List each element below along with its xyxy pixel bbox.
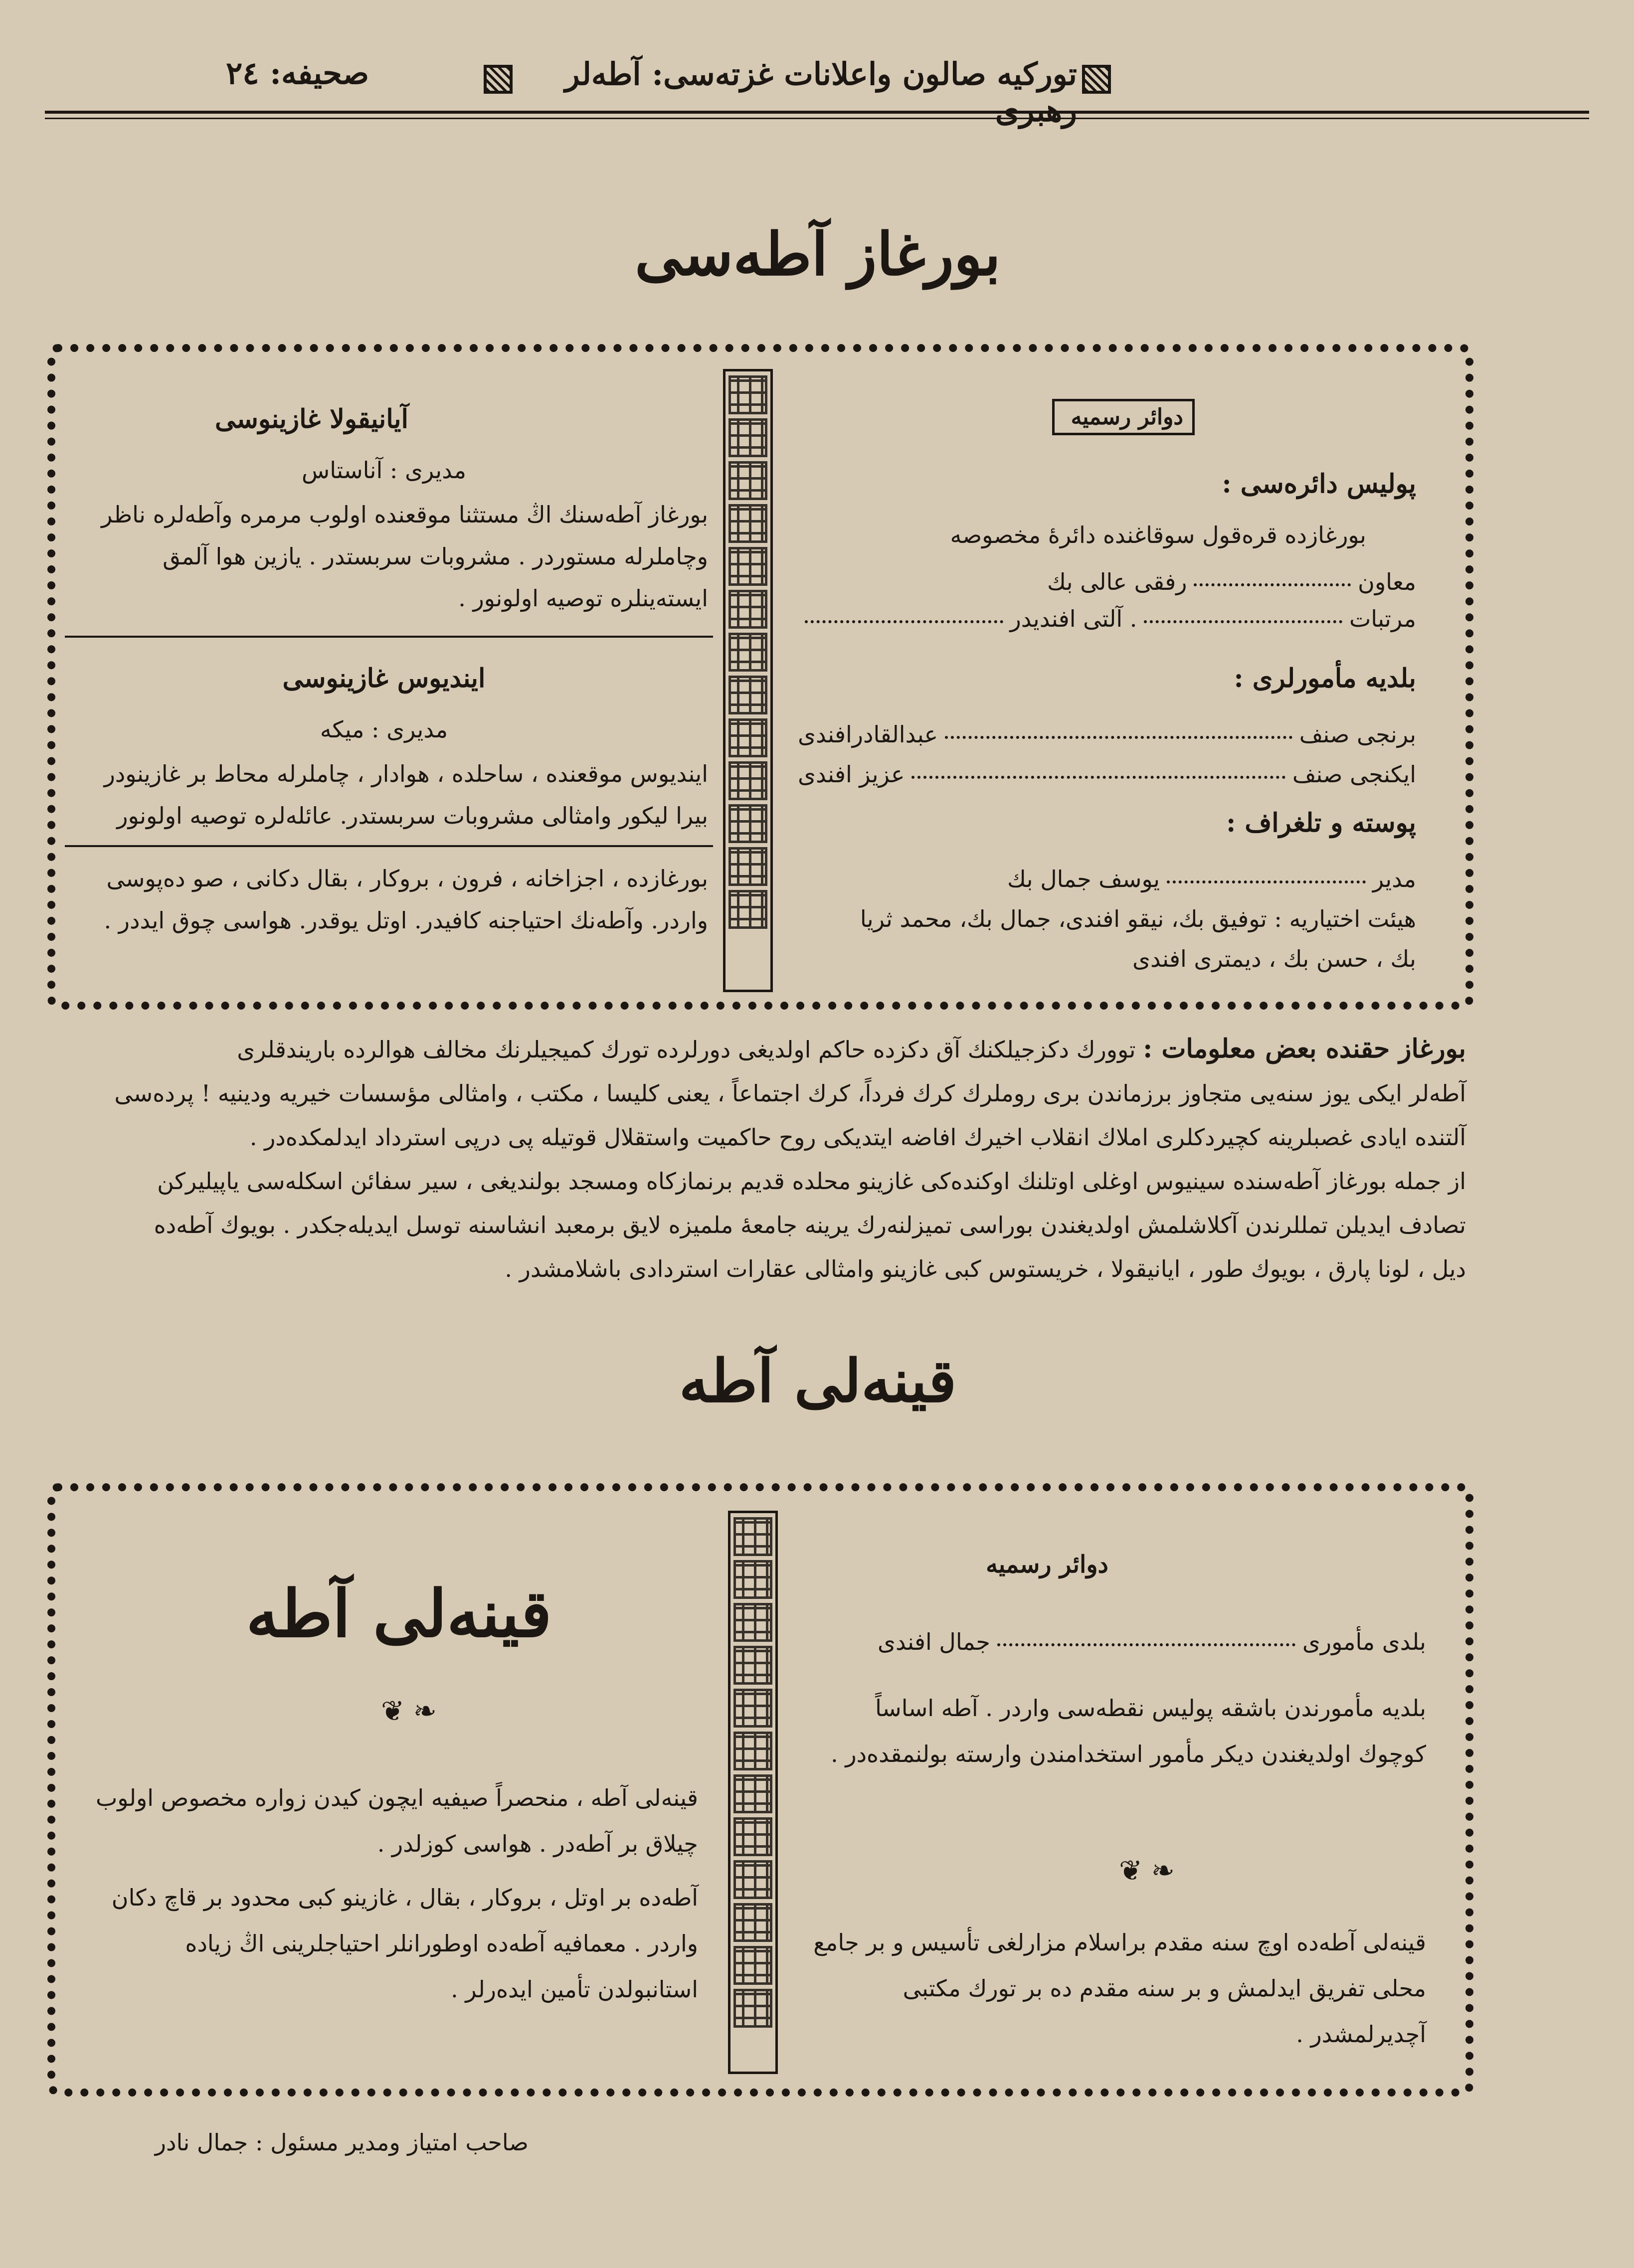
municipal-row-second (798, 748, 1416, 788)
indios-casino-text: اينديوس موقعنده ، ساحلده ، هوادار ، چاملرله محاط بر غازينودر بيرا ليكور وامثالى مشروبات سربستدر. عائله‌لره توصيه اولونور (104, 760, 708, 829)
header-rule (45, 111, 1589, 114)
section1-title: بورغاز آطه‌سى (635, 219, 1001, 289)
info-line: آطه‌لر ايكى يوز سنه‌يى متجاوز برزماندن برى روملرك كرك فرداً، كرك اجتماعاً ، يعنى كليسا ، مكتب ، وامثالى مؤسسات خيريه ودينيه ! پرده‌سى (114, 1080, 1466, 1107)
dot-leader (1144, 620, 1342, 623)
left-column-divider-2 (65, 845, 713, 847)
dot-leader (1194, 583, 1351, 586)
indios-casino-title: اينديوس غازينوسى (282, 663, 486, 694)
burgaz-info-paragraph (55, 1027, 1466, 1291)
info-line: تصادف ايديلن تمللرندن آكلاشلمش اولديغندن بوراسى تميزلنه‌رك يرينه جامعهٔ ملميزه لايق برمعبد انشاسنه توسل ايديله‌جكدر . بويوك آطه‌ده (154, 1212, 1466, 1238)
police-location: بورغازده قره‌قول سوقاغنده دائرهٔ مخصوصه (950, 522, 1366, 548)
row-label: بلدى مأمورى (1302, 1628, 1426, 1655)
dot-leader (945, 736, 1292, 739)
row-value: آلتى افنديدر . (1010, 605, 1137, 632)
section2-left-para1: قينه‌لى آطه ، منحصراً صيفيه ايچون كيدن زواره مخصوص اولوب چيلاق بر آطه‌در . هواسى كوزلدر . (95, 1784, 698, 1857)
info-line: آلتنده ايادى غصبلرينه كچيردكلرى املاك انقلاب اخيرك افاضه ايتديكى روح حاكميت واستقلال قوتيله پى درپى استرداد ايدلمكده‌در . (249, 1124, 1466, 1151)
police-rows (798, 558, 1416, 632)
row-label: مدير (1373, 866, 1416, 892)
row-value: عبدالقادرافندى (798, 721, 938, 748)
municipal-heading: بلديه مأمورلرى : (1234, 663, 1416, 694)
row-value: جمال افندى (878, 1628, 990, 1655)
row-label: برنجى صنف (1299, 721, 1416, 748)
ayanikola-casino-title: آيانيقولا غازينوسى (215, 404, 408, 434)
row-value: يوسف جمال بك (1007, 866, 1160, 892)
section1-meander-divider (723, 369, 773, 992)
publication-title: توركيه صالون واعلانات غزته‌سى: آطه‌لر رهبرى (564, 56, 1077, 129)
police-row-staff (798, 595, 1416, 632)
section2-meander-divider (728, 1511, 778, 2074)
dot-leader (997, 1643, 1295, 1646)
fleuron-ornament: ❦ ❧ (381, 1695, 437, 1728)
council-line-2: بك ، حسن بك ، ديمترى افندى (1132, 945, 1416, 972)
row-label: معاون (1358, 568, 1416, 595)
dot-leader (911, 776, 1285, 779)
ayanikola-casino-manager: مديرى : آناستاس (302, 457, 466, 484)
section2-right-para1: بلديه مأمورندن باشقه پوليس نقطه‌سى واردر . آطه اساساً كوچوك اولديغندن ديكر مأمور استخدامندن وارسته بولنمقده‌در . (831, 1695, 1426, 1767)
municipal-row-first (798, 708, 1416, 748)
official-offices-label: دوائر رسميه (1052, 399, 1195, 435)
left-column-divider-1 (65, 636, 713, 638)
info-line: از جمله بورغاز آطه‌سنده سينيوس اوغلى اوتلنك اوكنده‌كى غازينو محلده قديم برنمازكاه ومسجد بولنديغى ، سير سفائن اسكله‌سى ياپيليركن (157, 1168, 1466, 1195)
post-telegraph-heading: پوسته و تلغراف : (1226, 808, 1416, 838)
header-rule-thin (45, 118, 1589, 119)
police-heading: پوليس دائره‌سى : (1222, 469, 1416, 499)
municipal-rows (798, 708, 1416, 788)
burgaz-shops-text: بورغازده ، اجزاخانه ، فرون ، بروكار ، بقال دكانى ، صو ده‌پوسى واردر. وآطه‌نك احتياجنه كافيدر. اوتل يوقدر. هواسى چوق ايددر . (104, 865, 708, 934)
dot-leader (805, 620, 1003, 623)
police-row-deputy (798, 558, 1416, 595)
publisher-footer: صاحب امتياز ومدير مسئول : جمال نادر (155, 2129, 529, 2156)
dot-leader (1167, 880, 1366, 883)
header-ornament-left (484, 65, 513, 94)
row-value: عزيز افندى (798, 761, 905, 788)
fleuron-ornament: ❦ ❧ (1119, 1855, 1175, 1887)
ayanikola-casino-text: بورغاز آطه‌سنك اڭ مستثنا موقعنده اولوب مرمره وآطه‌لره ناظر وچاملرله مستوردر . مشروبات سربستدر . يازين هوا آلمق ايسته‌ينلره توصيه اولونور . (101, 501, 708, 612)
section2-left-para2: آطه‌ده بر اوتل ، بروكار ، بقال ، غازينو كبى محدود بر قاچ دكان واردر . معمافيه آطه‌ده اوطورانلر احتياجلرينى اڭ زياده استانبولدن تأمين ايده‌رلر . (111, 1884, 698, 2003)
header-ornament-right (1082, 65, 1111, 94)
section2-title: قينه‌لى آطه (679, 1346, 957, 1415)
municipal-officer-row (878, 1615, 1426, 1655)
section2-official-label: دوائر رسميه (986, 1551, 1108, 1578)
council-line-1: هيئت اختياريه : توفيق بك، نيقو افندى، جمال بك، محمد ثريا (860, 905, 1416, 932)
row-label: ايكنجى صنف (1292, 761, 1416, 788)
burgaz-info-heading: بورغاز حقنده بعض معلومات : (1143, 1034, 1466, 1064)
section2-right-para2: قينه‌لى آطه‌ده اوچ سنه مقدم براسلام مزارلغى تأسيس و بر جامع محلى تفريق ايدلمش و بر سنه مقدم ده بر تورك مكتبى آچديرلمشدر . (813, 1929, 1426, 2048)
row-value: رفقى عالى بك (1047, 568, 1187, 595)
section2-municipal-row (878, 1615, 1426, 1655)
indios-casino-manager: مديرى : ميكه (320, 716, 448, 743)
post-rows (798, 853, 1416, 892)
page-number: صحيفه: ٢٤ (225, 55, 369, 91)
post-row-director (798, 853, 1416, 892)
info-line: توورك دكزجيلكنك آق دكزده حاكم اولديغى دورلرده تورك كميجيلرنك مخالف هوالرده باريندقلرى (237, 1036, 1136, 1063)
section2-big-title: قينه‌لى آطه (246, 1575, 552, 1652)
info-line: ديل ، لونا پارق ، بويوك طور ، ايانيقولا ، خريستوس كبى غازينو وامثالى عقارات استردادى باشلامشدر . (505, 1255, 1466, 1282)
row-label: مرتبات (1349, 605, 1416, 632)
